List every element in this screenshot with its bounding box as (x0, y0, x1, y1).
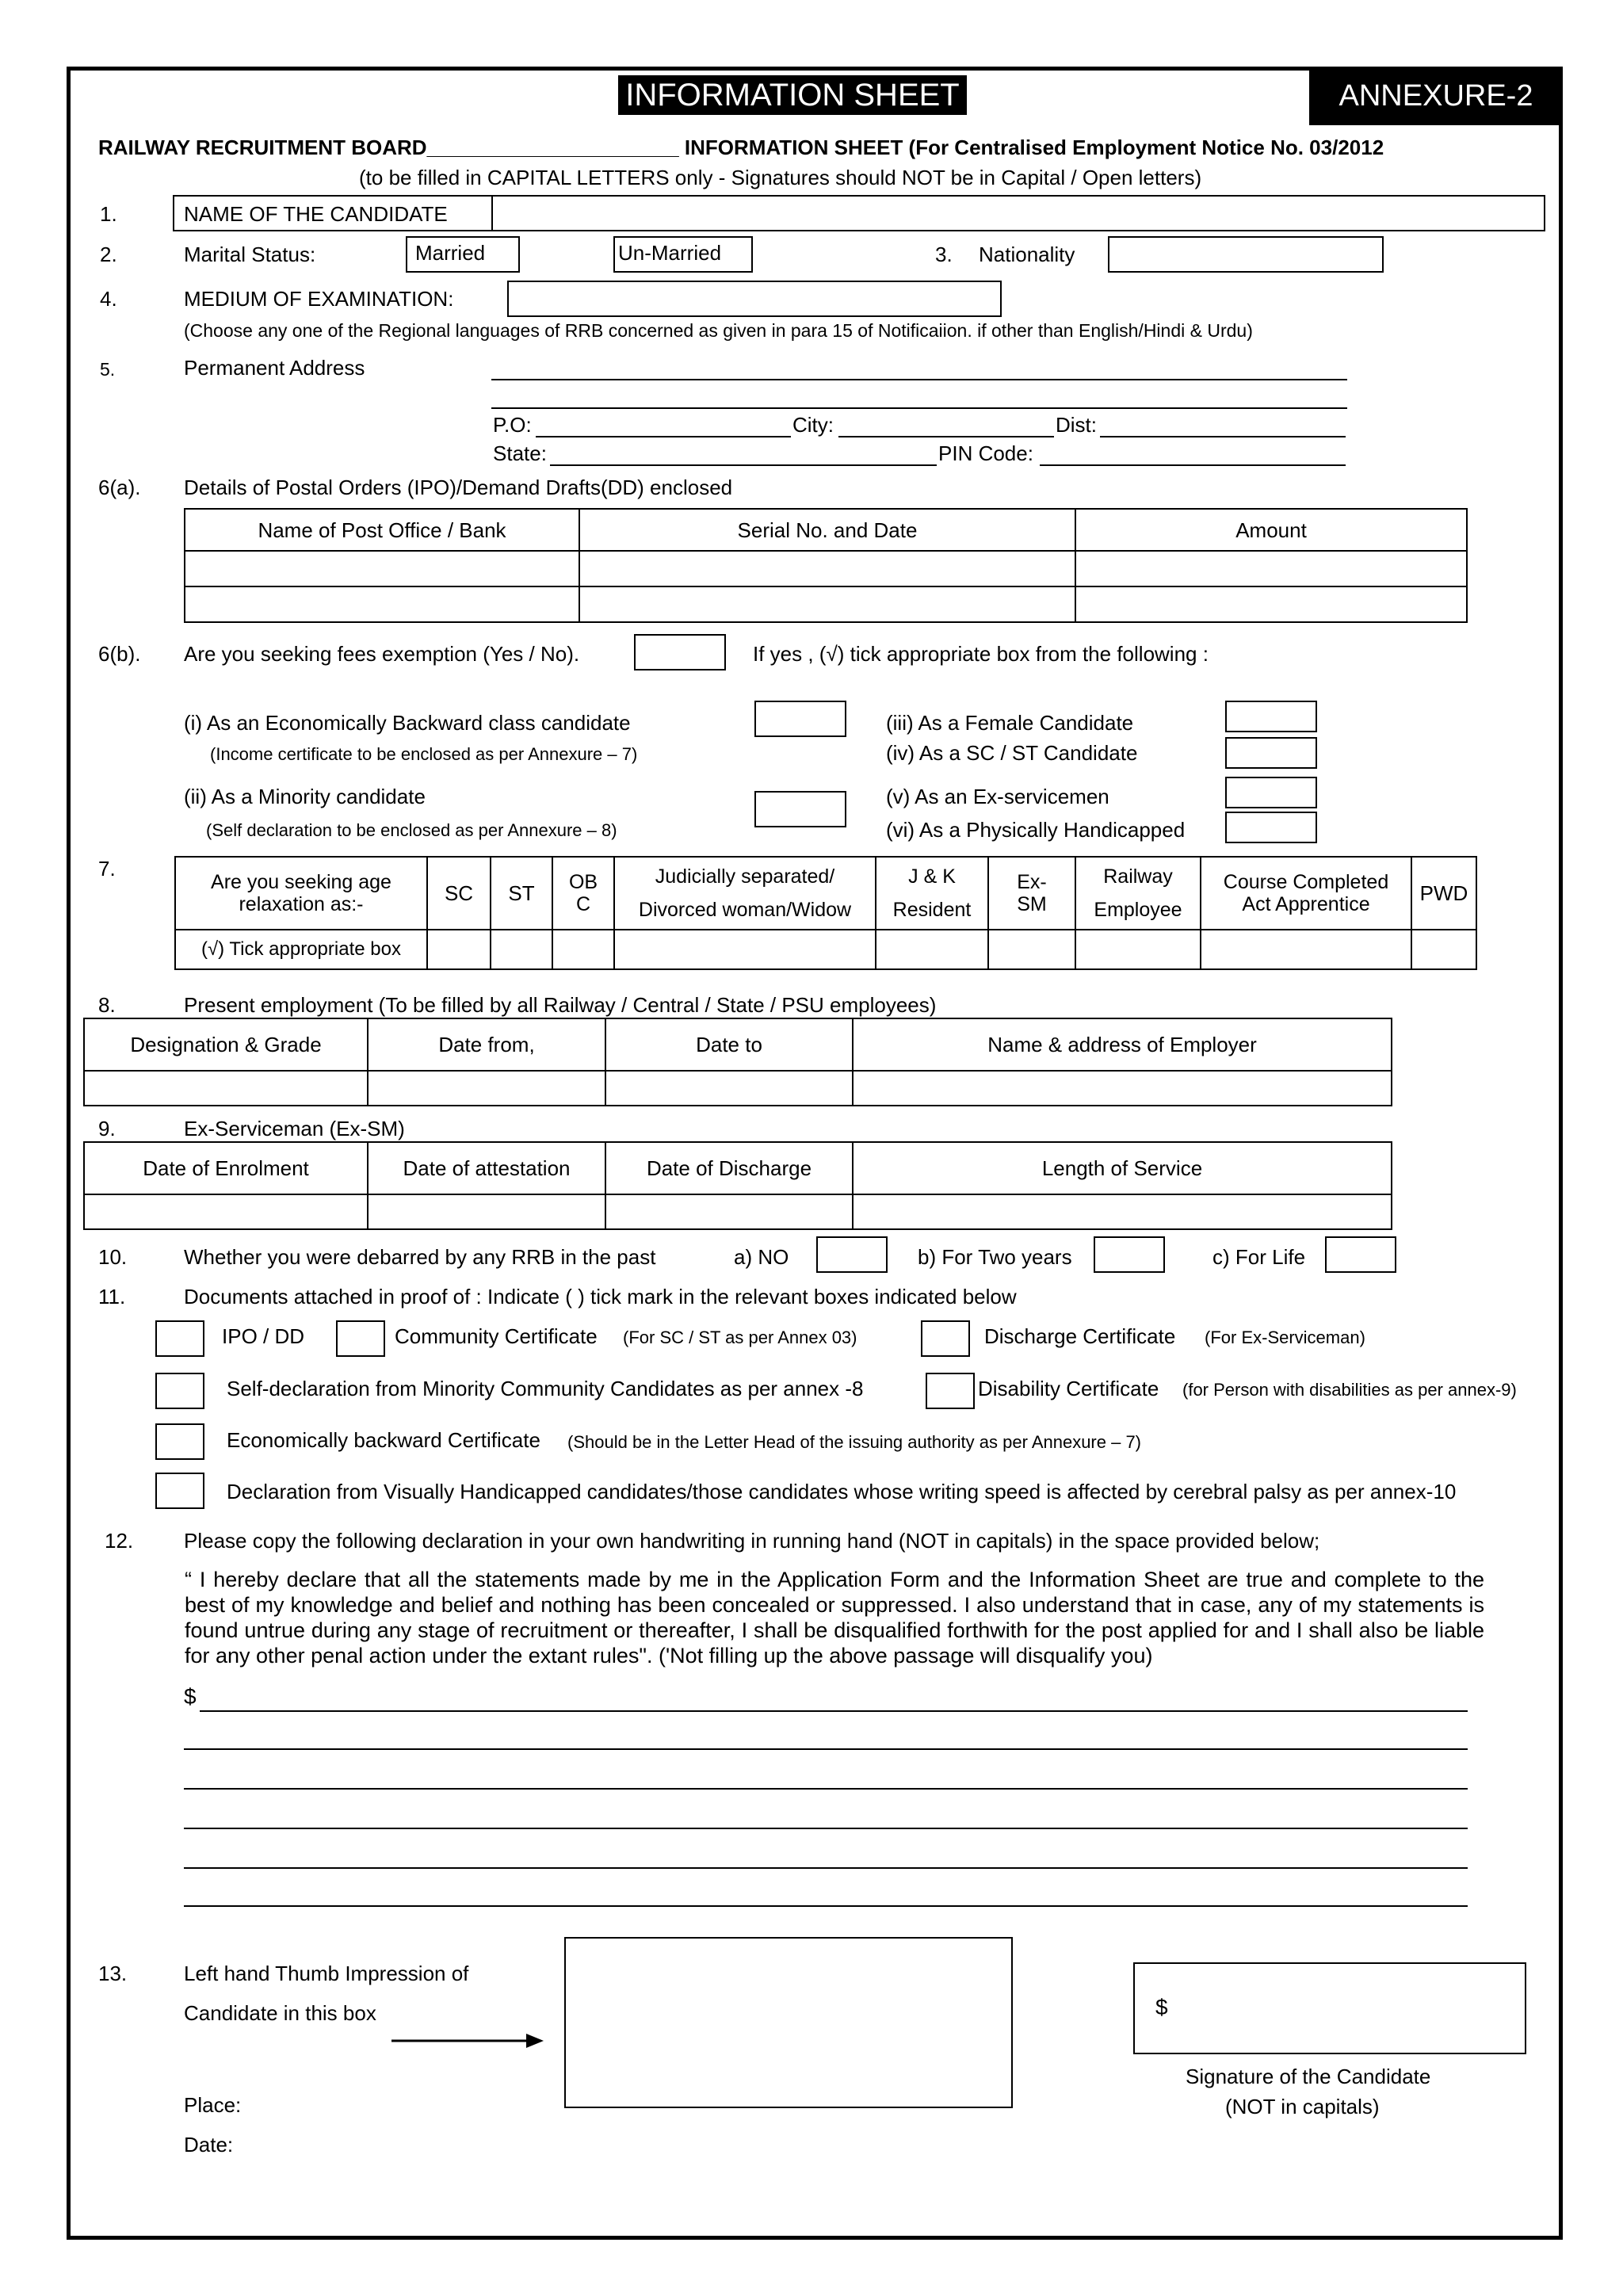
self-declaration-checkbox[interactable] (155, 1373, 204, 1409)
po-label: P.O: (493, 413, 532, 437)
community-checkbox[interactable] (336, 1320, 385, 1357)
pin-label: PIN Code: (938, 441, 1033, 465)
debarred-life-checkbox[interactable] (1325, 1236, 1396, 1273)
q7-number: 7. (98, 857, 116, 881)
table-header: Date of Enrolment (84, 1142, 368, 1194)
railway-employee-checkbox[interactable] (1075, 930, 1201, 969)
q9-number: 9. (98, 1117, 116, 1140)
address-line-2[interactable] (491, 407, 1347, 409)
ipo-dd-checkbox[interactable] (155, 1320, 204, 1357)
minority-checkbox[interactable] (754, 791, 846, 827)
name-label: NAME OF THE CANDIDATE (184, 202, 448, 226)
discharge-label: Discharge Certificate (984, 1324, 1176, 1348)
fees-exemption-label: Are you seeking fees exemption (Yes / No). (184, 642, 580, 666)
date-label: Date: (184, 2133, 234, 2157)
nationality-field[interactable] (1108, 236, 1384, 273)
place-label: Place: (184, 2093, 242, 2117)
table-cell[interactable] (853, 1194, 1392, 1229)
q1-number: 1. (100, 202, 117, 226)
ex-sm-header: Ex- SM (988, 857, 1075, 930)
signature-note: (NOT in capitals) (1225, 2095, 1380, 2118)
jk-resident-checkbox[interactable] (876, 930, 988, 969)
declaration-line-6[interactable] (184, 1905, 1468, 1907)
sc-st-checkbox[interactable] (1225, 737, 1317, 769)
married-label: Married (415, 241, 486, 265)
table-cell[interactable] (185, 551, 579, 586)
table-cell[interactable] (185, 586, 579, 622)
postal-orders-table (184, 508, 1468, 623)
medium-label: MEDIUM OF EXAMINATION: (184, 287, 454, 311)
table-header: Serial No. and Date (579, 509, 1075, 551)
option-exservicemen: (v) As an Ex-servicemen (886, 785, 1109, 808)
address-label: Permanent Address (184, 356, 365, 380)
table-header: Length of Service (853, 1142, 1392, 1194)
age-relaxation-table (174, 856, 1477, 970)
female-checkbox[interactable] (1225, 701, 1317, 732)
city-field[interactable] (838, 436, 1054, 437)
st-checkbox[interactable] (491, 930, 552, 969)
table-header: Date from, (368, 1018, 605, 1071)
table-cell[interactable] (368, 1071, 605, 1106)
self-declaration-label: Self-declaration from Minority Community Candidates as per annex -8 (227, 1377, 864, 1400)
declaration-line-2[interactable] (184, 1748, 1468, 1750)
obc-header: OB C (552, 857, 614, 930)
pwd-header: PWD (1411, 857, 1476, 930)
state-label: State: (493, 441, 547, 465)
ipo-dd-label: IPO / DD (222, 1324, 305, 1348)
signature-box[interactable] (1133, 1962, 1526, 2054)
pin-field[interactable] (1040, 464, 1346, 466)
marital-status-label: Marital Status: (184, 243, 316, 266)
declaration-line-5[interactable] (184, 1867, 1468, 1869)
economic-certificate-label: Economically backward Certificate (227, 1428, 540, 1452)
documents-label: Documents attached in proof of : Indicate ( ) tick mark in the relevant boxes indicated below (184, 1285, 1017, 1308)
community-note: (For SC / ST as per Annex 03) (623, 1328, 857, 1347)
board-line: RAILWAY RECRUITMENT BOARD______________________ INFORMATION SHEET (For Centralised Employment Notice No. 03/2012 (98, 136, 1384, 159)
debarred-label: Whether you were debarred by any RRB in the past (184, 1245, 656, 1269)
tick-label: (√) Tick appropriate box (175, 930, 427, 969)
jk-resident-header: J & K Resident (876, 857, 988, 930)
option-economic: (i) As an Economically Backward class candidate (184, 711, 631, 735)
medium-note: (Choose any one of the Regional languages of RRB concerned as given in para 15 of Notificaiion. if other than English/Hindi & Urdu) (184, 320, 1253, 341)
option-minority: (ii) As a Minority candidate (184, 785, 426, 808)
q11-number: 11. (98, 1285, 126, 1308)
table-header: Date to (605, 1018, 853, 1071)
option-sc-st: (iv) As a SC / ST Candidate (886, 741, 1138, 765)
q4-number: 4. (100, 287, 117, 311)
postal-orders-label: Details of Postal Orders (IPO)/Demand Drafts(DD) enclosed (184, 476, 733, 499)
table-cell[interactable] (84, 1071, 368, 1106)
table-header: Date of Discharge (605, 1142, 853, 1194)
option-economic-note: (Income certificate to be enclosed as per Annexure – 7) (210, 744, 638, 764)
nationality-label: Nationality (979, 243, 1075, 266)
debarred-no-label: a) NO (734, 1245, 789, 1269)
table-header: Designation & Grade (84, 1018, 368, 1071)
q6b-number: 6(b). (98, 642, 141, 666)
employment-table (83, 1018, 1392, 1106)
debarred-no-checkbox[interactable] (816, 1236, 888, 1273)
q8-number: 8. (98, 993, 116, 1017)
table-cell[interactable] (84, 1194, 368, 1229)
table-header: Name of Post Office / Bank (185, 509, 579, 551)
q13-number: 13. (98, 1962, 128, 1985)
table-header: Name & address of Employer (853, 1018, 1392, 1071)
q12-number: 12. (105, 1529, 134, 1553)
pwd-checkbox[interactable] (1411, 930, 1476, 969)
discharge-checkbox[interactable] (921, 1320, 970, 1357)
declaration-line-1[interactable] (200, 1710, 1468, 1712)
option-female: (iii) As a Female Candidate (886, 711, 1134, 735)
declaration-instruction: Please copy the following declaration in your own handwriting in running hand (NOT in capitals) in the space provided below; (184, 1529, 1320, 1553)
unmarried-label: Un-Married (618, 241, 722, 265)
dist-label: Dist: (1056, 413, 1097, 437)
obc-checkbox[interactable] (552, 930, 614, 969)
table-header: Amount (1075, 509, 1467, 551)
declaration-line-4[interactable] (184, 1828, 1468, 1829)
community-label: Community Certificate (395, 1324, 598, 1348)
declaration-dollar: $ (184, 1684, 197, 1709)
course-apprentice-checkbox[interactable] (1201, 930, 1411, 969)
judicially-separated-checkbox[interactable] (614, 930, 876, 969)
table-header: Date of attestation (368, 1142, 605, 1194)
sc-header: SC (427, 857, 491, 930)
st-header: ST (491, 857, 552, 930)
state-field[interactable] (550, 464, 937, 466)
thumb-impression-box[interactable] (564, 1937, 1013, 2108)
railway-employee-header: Railway Employee (1075, 857, 1201, 930)
dist-field[interactable] (1100, 436, 1346, 437)
sc-checkbox[interactable] (427, 930, 491, 969)
age-relaxation-header: Are you seeking age relaxation as:- (175, 857, 427, 930)
instruction-text: (to be filled in CAPITAL LETTERS only - Signatures should NOT be in Capital / Open letters) (359, 166, 1202, 189)
debarred-life-label: c) For Life (1212, 1245, 1306, 1269)
if-yes-label: If yes , (√) tick appropriate box from the following : (753, 642, 1209, 666)
table-cell[interactable] (605, 1194, 853, 1229)
address-line-1[interactable] (491, 379, 1347, 380)
q10-number: 10. (98, 1245, 128, 1269)
signature-dollar: $ (1155, 1995, 1168, 2019)
signature-label: Signature of the Candidate (1186, 2065, 1431, 2088)
table-cell[interactable] (853, 1071, 1392, 1106)
ex-serviceman-label: Ex-Serviceman (Ex-SM) (184, 1117, 405, 1140)
page-title: INFORMATION SHEET (618, 75, 967, 115)
visually-handicapped-label: Declaration from Visually Handicapped candidates/those candidates whose writing speed is affected by cerebral palsy as per annex-10 (227, 1480, 1457, 1503)
option-handicapped: (vi) As a Physically Handicapped (886, 818, 1186, 842)
disability-note: (for Person with disabilities as per annex-9) (1182, 1380, 1517, 1400)
thumb-label-1: Left hand Thumb Impression of (184, 1962, 469, 1985)
judicially-separated-header: Judicially separated/ Divorced woman/Widow (614, 857, 876, 930)
economic-certificate-note: (Should be in the Letter Head of the issuing authority as per Annexure – 7) (567, 1432, 1142, 1452)
economic-checkbox[interactable] (754, 701, 846, 737)
declaration-text: “ I hereby declare that all the statements made by me in the Application Form and the Information Sheet are true and complete to the best of my knowledge and belief and nothing has been concealed or suppressed. I also understand that in case, any of my statements is found untrue during any stage of recruitment or thereafter, I shall be disqualified forthwith for the post applied for and I shall also be liable for any other penal action under the extant rules". ('Not filling up the above passage will disqualify you) (185, 1568, 1484, 1668)
table-cell[interactable] (605, 1071, 853, 1106)
ex-serviceman-table (83, 1141, 1392, 1230)
table-cell[interactable] (579, 551, 1075, 586)
q2-number: 2. (100, 243, 117, 266)
name-divider (491, 195, 493, 231)
course-apprentice-header: Course Completed Act Apprentice (1201, 857, 1411, 930)
table-cell[interactable] (368, 1194, 605, 1229)
medium-field[interactable] (507, 281, 1002, 317)
q5-number: 5. (100, 359, 116, 380)
disability-checkbox[interactable] (926, 1373, 975, 1409)
disability-label: Disability Certificate (978, 1377, 1159, 1400)
po-field[interactable] (536, 436, 791, 437)
option-minority-note: (Self declaration to be enclosed as per Annexure – 8) (206, 820, 617, 840)
city-label: City: (792, 413, 834, 437)
exservicemen-checkbox[interactable] (1225, 777, 1317, 808)
visually-handicapped-checkbox[interactable] (155, 1473, 204, 1509)
q6a-number: 6(a). (98, 476, 141, 499)
table-cell[interactable] (1075, 586, 1467, 622)
fees-exemption-field[interactable] (634, 634, 726, 670)
discharge-note: (For Ex-Serviceman) (1205, 1328, 1365, 1347)
present-employment-label: Present employment (To be filled by all Railway / Central / State / PSU employees) (184, 993, 937, 1017)
handicapped-checkbox[interactable] (1225, 812, 1317, 843)
economic-certificate-checkbox[interactable] (155, 1423, 204, 1460)
annexure-label: ANNEXURE-2 (1309, 67, 1563, 125)
debarred-two-years-label: b) For Two years (918, 1245, 1072, 1269)
thumb-label-2: Candidate in this box (184, 2001, 376, 2025)
table-cell[interactable] (1075, 551, 1467, 586)
table-cell[interactable] (579, 586, 1075, 622)
ex-sm-checkbox[interactable] (988, 930, 1075, 969)
declaration-line-3[interactable] (184, 1788, 1468, 1790)
arrow-right-icon (388, 2029, 547, 2053)
debarred-two-years-checkbox[interactable] (1094, 1236, 1165, 1273)
q3-number: 3. (935, 243, 953, 266)
